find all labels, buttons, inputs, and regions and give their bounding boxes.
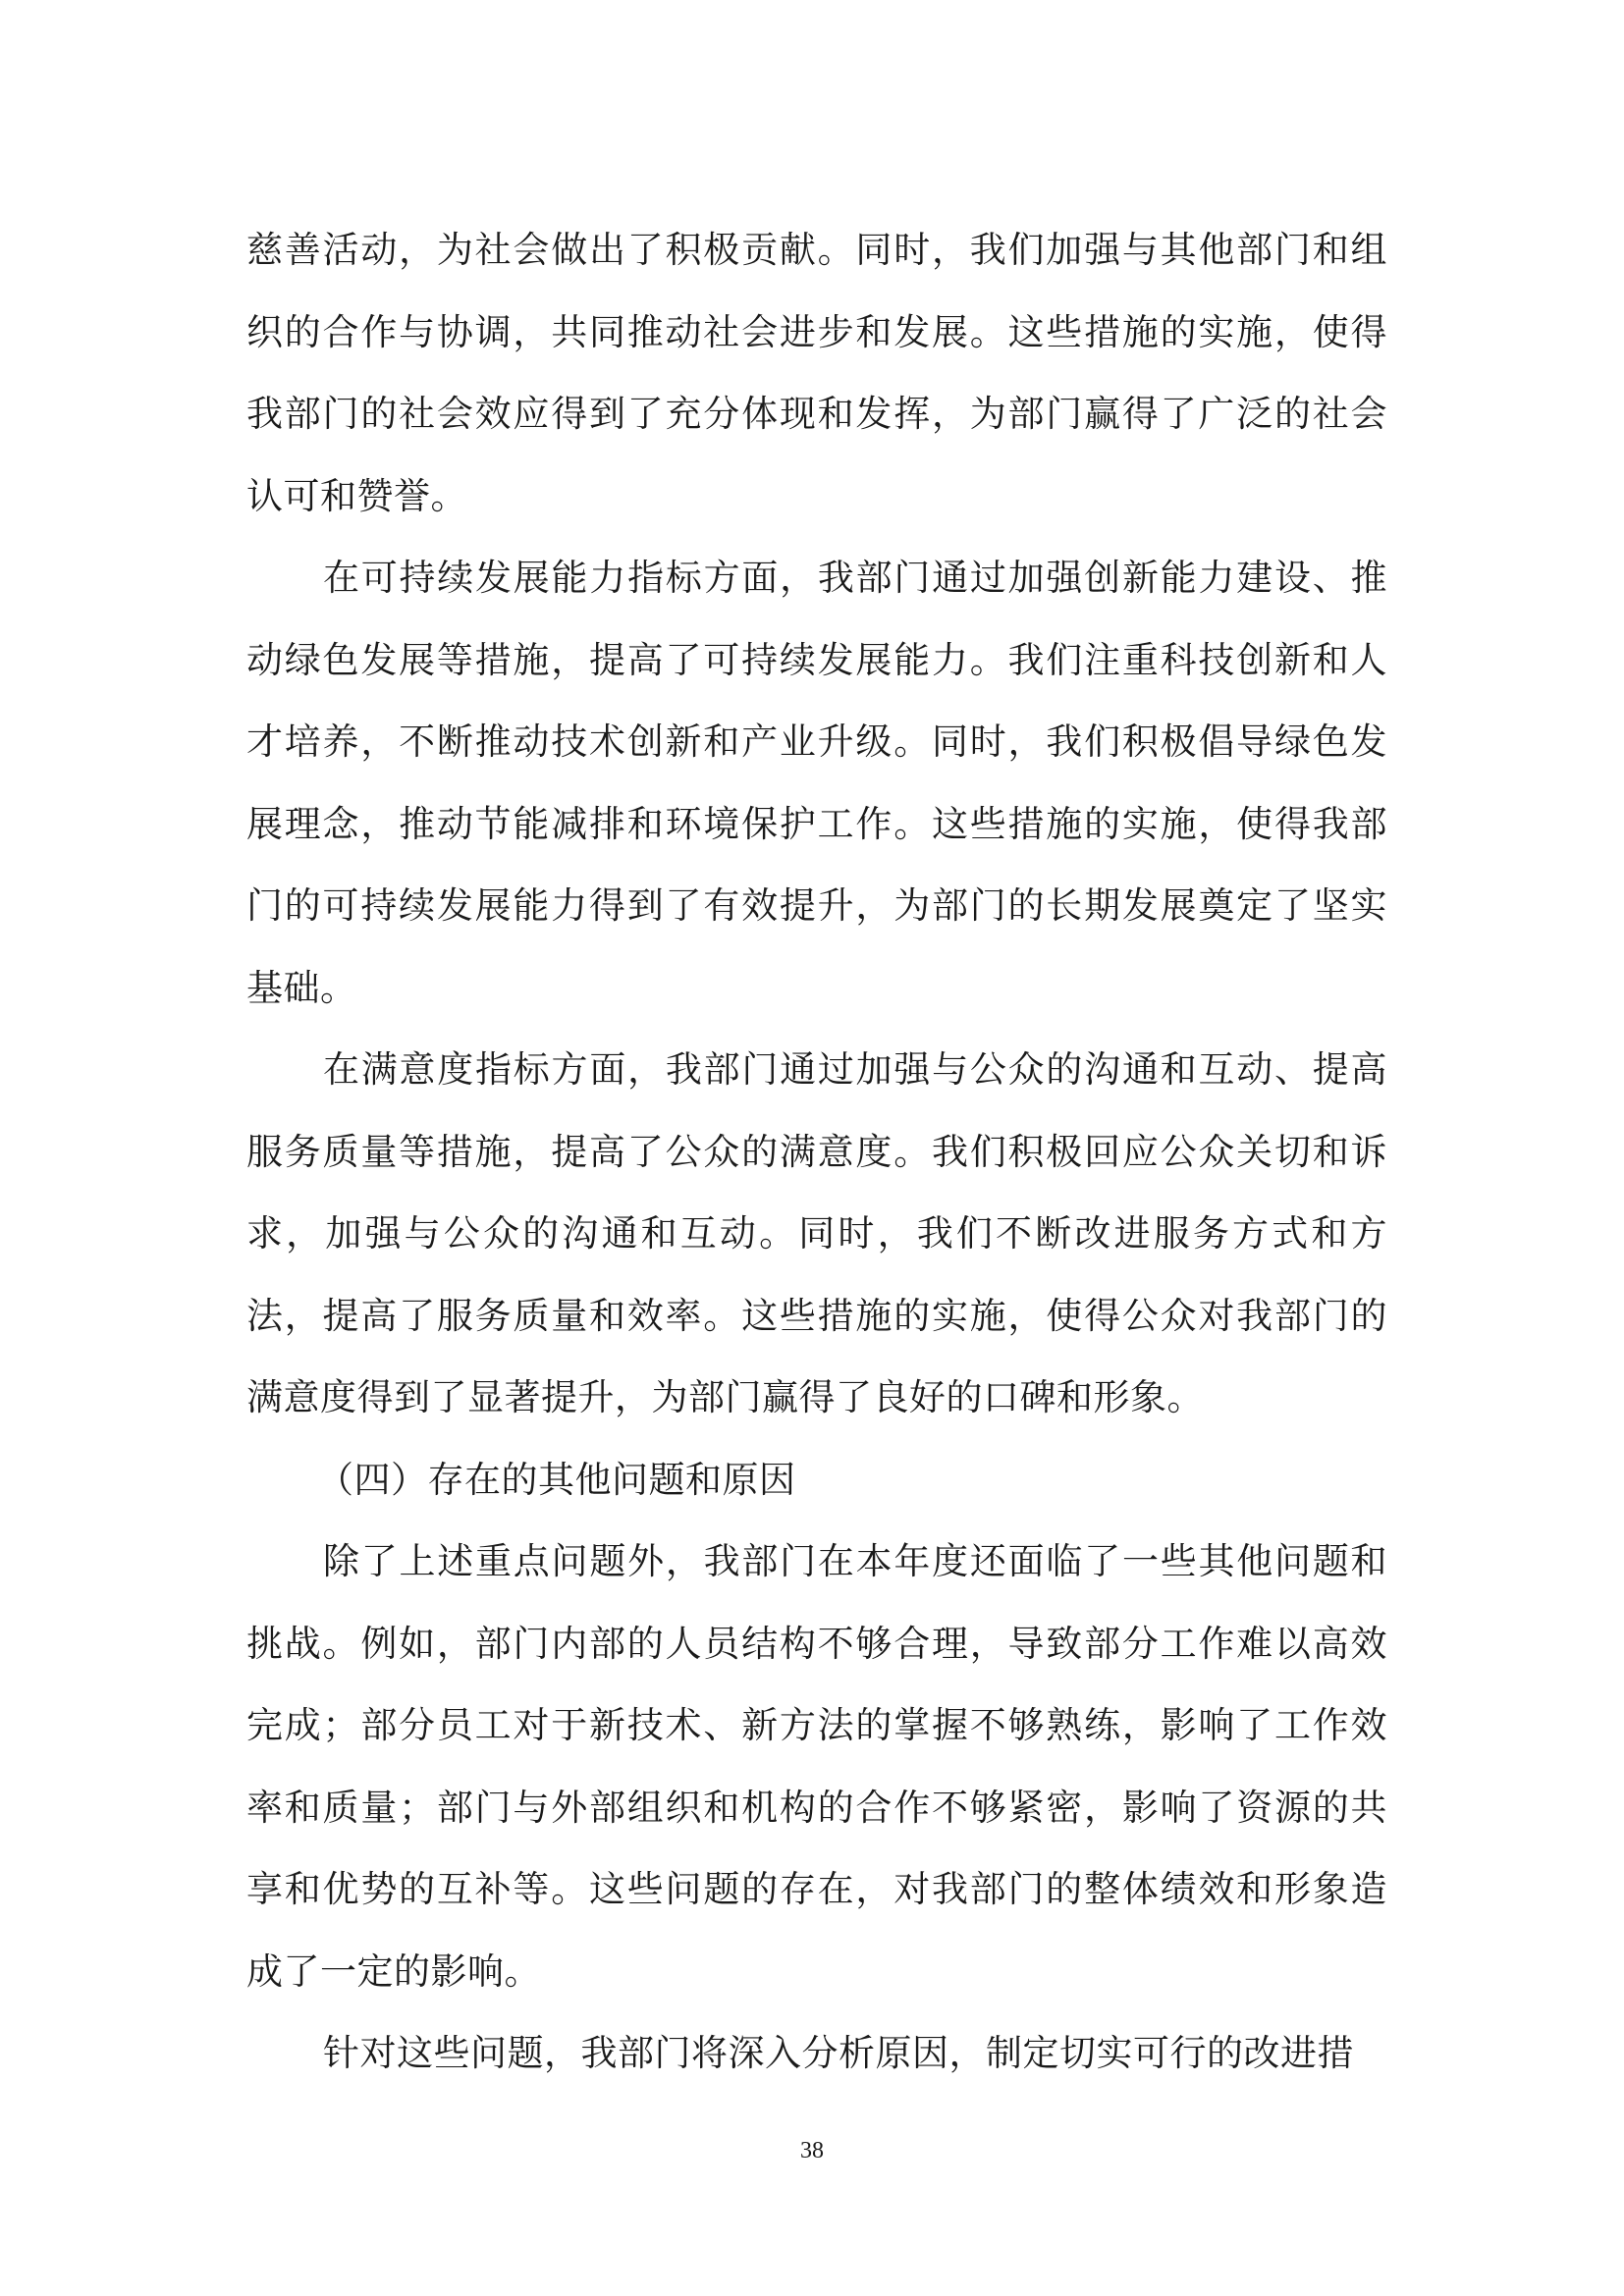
paragraph-sustainability: 在可持续发展能力指标方面，我部门通过加强创新能力建设、推动绿色发展等措施，提高了可持续发展能力。我们注重科技创新和人才培养，不断推动技术创新和产业升级。同时，我们积极倡导绿色发展理念，推动节能减排和环境保护工作。这些措施的实施，使得我部门的可持续发展能力得到了有效提升，为部门的长期发展奠定了坚实基础。: [246, 557, 1387, 1009]
paragraph-other-problems: 除了上述重点问题外，我部门在本年度还面临了一些其他问题和挑战。例如，部门内部的人员结构不够合理，导致部分工作难以高效完成；部分员工对于新技术、新方法的掌握不够熟练，影响了工作效率和质量；部门与外部组织和机构的合作不够紧密，影响了资源的共享和优势的互补等。这些问题的存在，对我部门的整体绩效和形象造成了一定的影响。: [246, 1540, 1387, 1993]
page-body: [246, 209, 1387, 2095]
paragraph-satisfaction: 在满意度指标方面，我部门通过加强与公众的沟通和互动、提高服务质量等措施，提高了公众的满意度。我们积极回应公众关切和诉求，加强与公众的沟通和互动。同时，我们不断改进服务方式和方法，提高了服务质量和效率。这些措施的实施，使得公众对我部门的满意度得到了显著提升，为部门赢得了良好的口碑和形象。: [246, 1048, 1387, 1418]
paragraph-improvement: 针对这些问题，我部门将深入分析原因，制定切实可行的改进措: [323, 2032, 1354, 2074]
page-number: 38: [800, 2138, 824, 2163]
paragraph-continuation: 慈善活动，为社会做出了积极贡献。同时，我们加强与其他部门和组织的合作与协调，共同推动社会进步和发展。这些措施的实施，使得我部门的社会效应得到了充分体现和发挥，为部门赢得了广泛的社会认可和赞誉。: [246, 229, 1387, 517]
section-heading: （四）存在的其他问题和原因: [317, 1458, 796, 1501]
